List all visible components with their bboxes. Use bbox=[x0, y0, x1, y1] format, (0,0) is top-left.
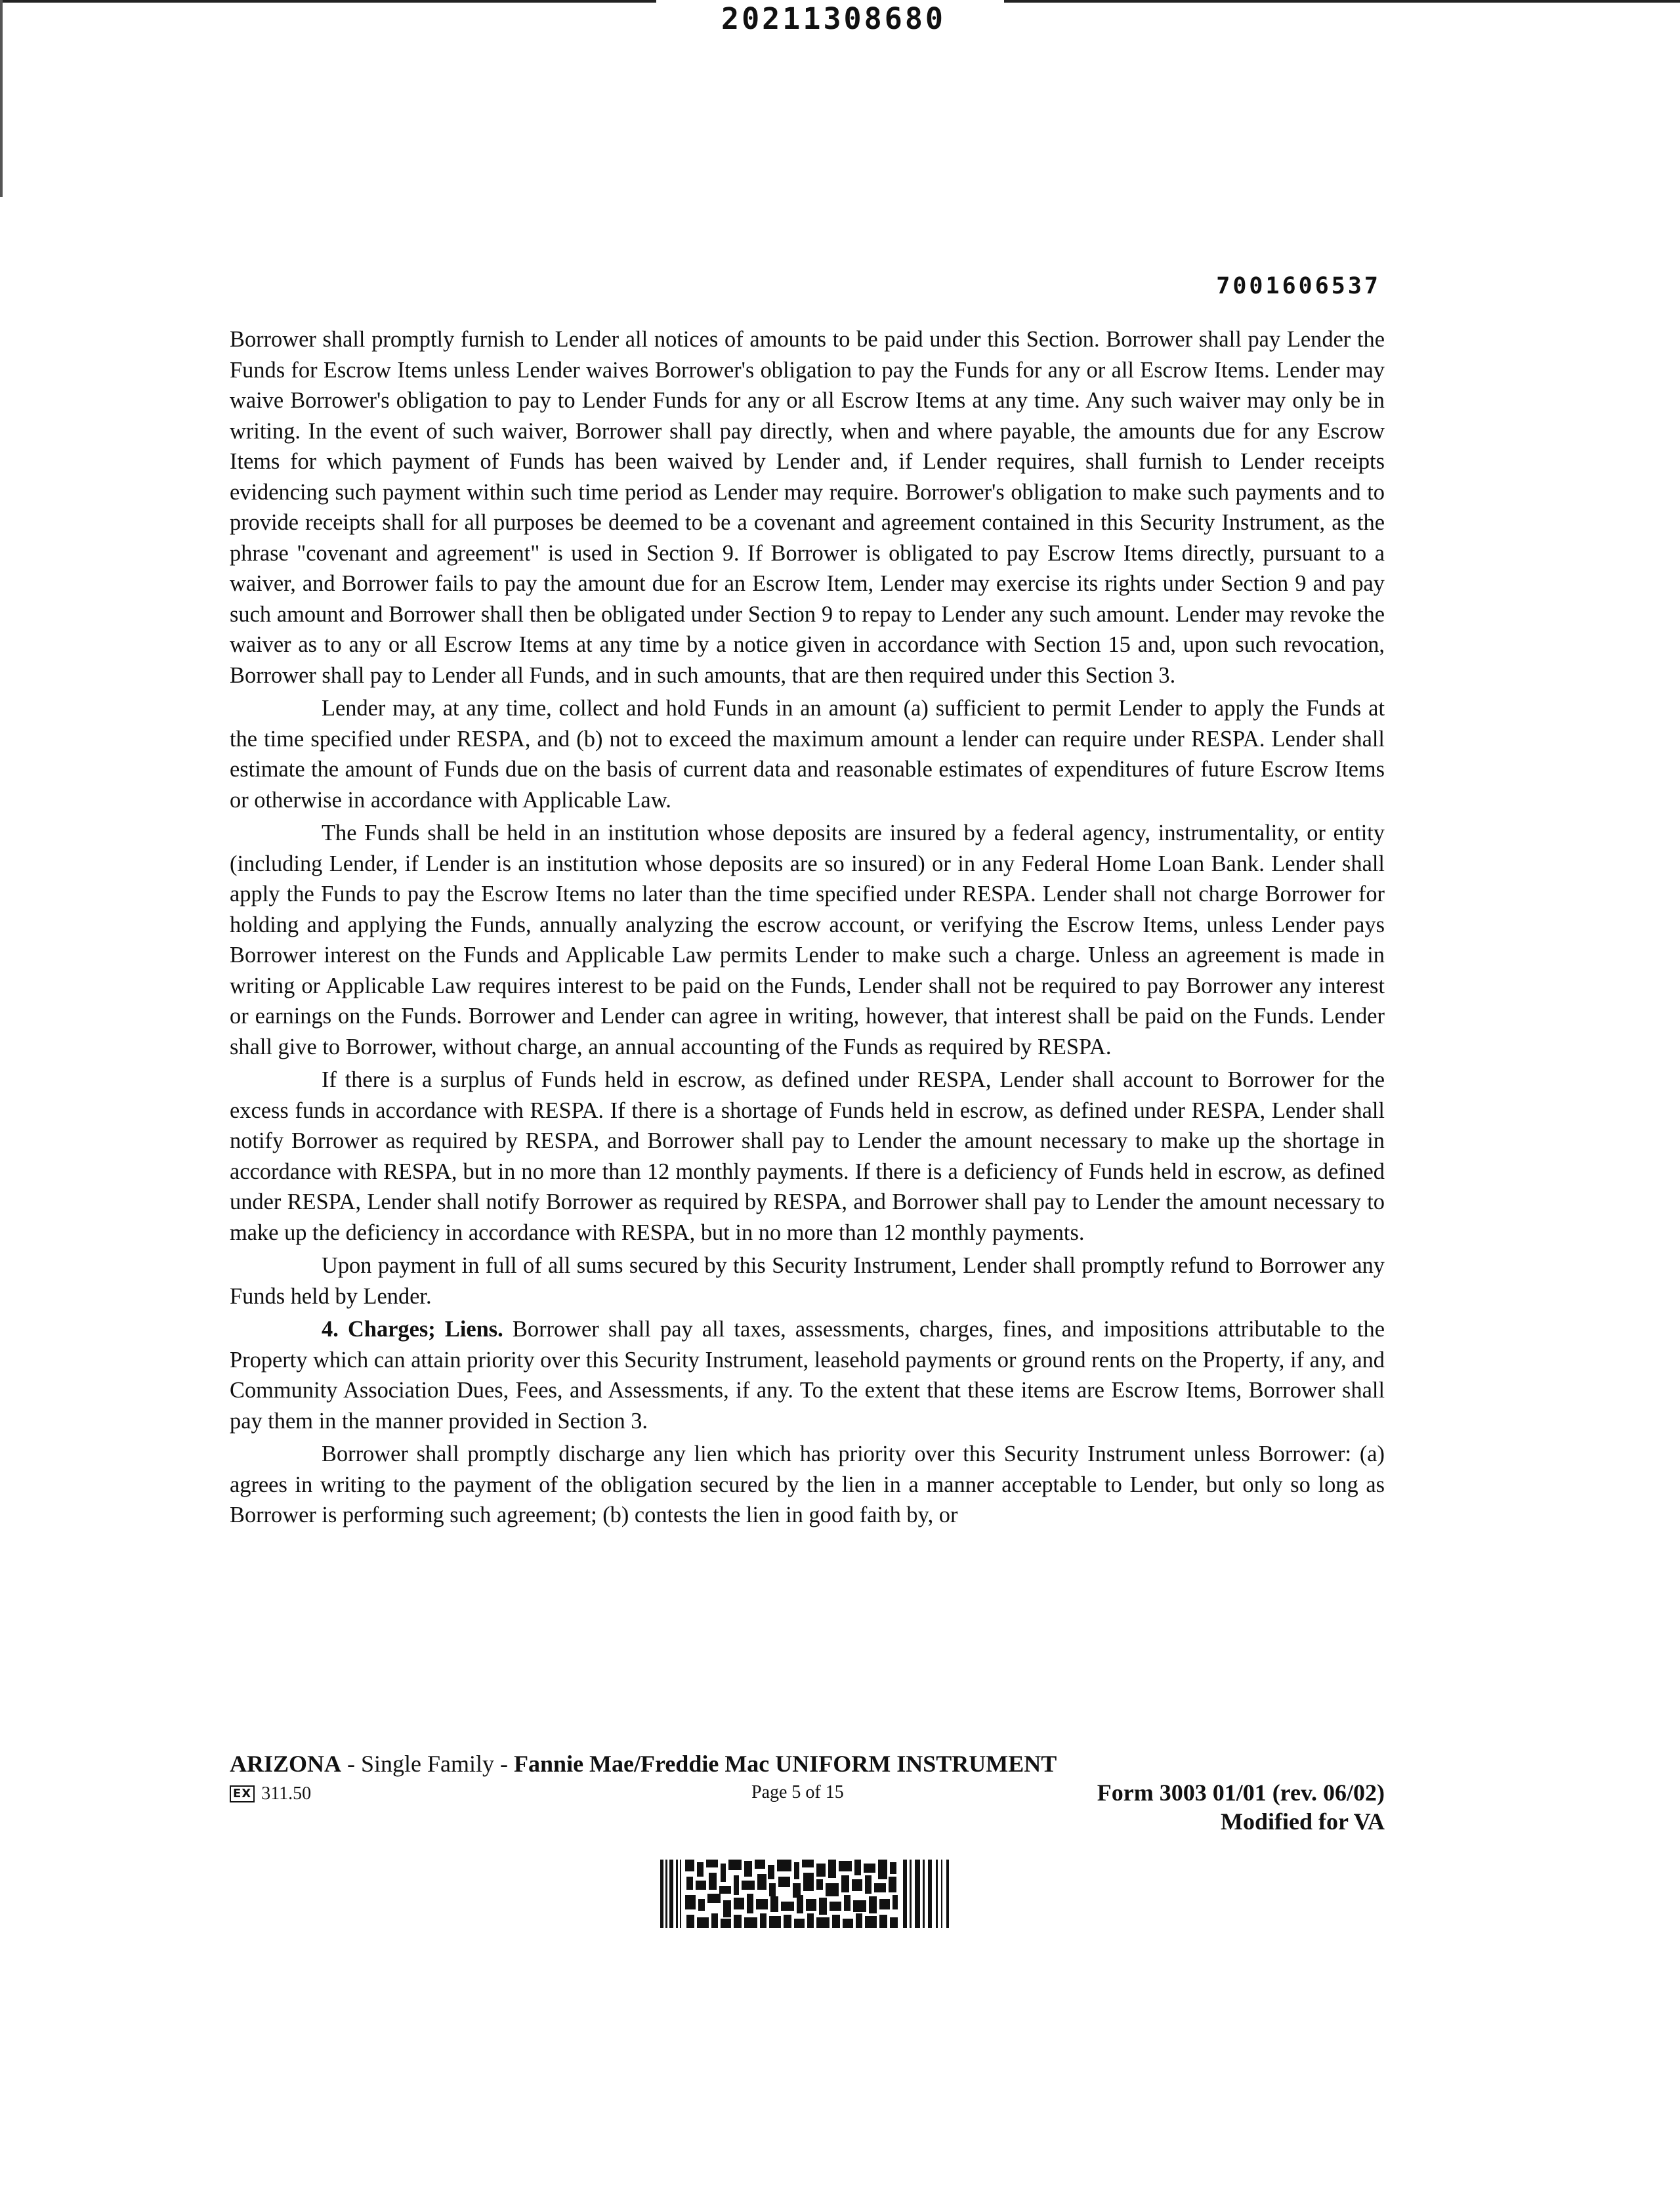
form-modified: Modified for VA bbox=[1220, 1808, 1385, 1835]
document-body bbox=[230, 324, 1385, 1533]
footer-separator: - bbox=[341, 1751, 362, 1777]
loan-number: 7001606537 bbox=[1216, 273, 1381, 299]
footer-separator: - bbox=[494, 1751, 514, 1777]
header-rule-right bbox=[1004, 0, 1680, 3]
footer-instrument: Fannie Mae/Freddie Mac UNIFORM INSTRUMENT bbox=[514, 1751, 1057, 1777]
barcode-data-pattern bbox=[685, 1860, 898, 1928]
footer-meta-row bbox=[230, 1778, 1385, 1835]
form-number-block bbox=[1097, 1778, 1385, 1836]
form-code: 311.50 bbox=[261, 1783, 312, 1804]
barcode bbox=[660, 1860, 951, 1928]
header-rule-left bbox=[0, 0, 656, 3]
form-number: Form 3003 01/01 (rev. 06/02) bbox=[1097, 1779, 1385, 1806]
ex-logo bbox=[230, 1783, 311, 1804]
paragraph-charges-liens bbox=[230, 1314, 1385, 1436]
footer-title bbox=[230, 1749, 1385, 1778]
scan-edge bbox=[0, 0, 3, 197]
footer-state: ARIZONA bbox=[230, 1751, 342, 1777]
document-footer bbox=[230, 1749, 1385, 1835]
paragraph: The Funds shall be held in an institution whose deposits are insured by a federal agency, instrumentality, or entity (including Lender, if Lender is an institution whose deposits are so insured) or in any Federal Home Loan Bank. Lender shall apply the Funds to pay the Escrow Items no later than the time specified under RESPA. Lender shall not charge Borrower for holding and applying the Funds, annually analyzing the escrow account, or verifying the Escrow Items, unless Lender pays Borrower interest on the Funds and Applicable Law permits Lender to make such a charge. Unless an agreement is made in writing or Applicable Law requires interest to be paid on the Funds, Lender shall not be required to pay Borrower any interest or earnings on the Funds. Borrower and Lender can agree in writing, however, that interest shall be paid on the Funds. Lender shall give to Borrower, without charge, an annual accounting of the Funds as required by RESPA. bbox=[230, 820, 1385, 1059]
footer-property-type: Single Family bbox=[361, 1751, 495, 1777]
section-heading: 4. Charges; Liens. bbox=[322, 1317, 503, 1342]
paragraph: Upon payment in full of all sums secured by this Security Instrument, Lender shall promptly refund to Borrower any Funds held by Lender. bbox=[230, 1253, 1385, 1309]
paragraph: If there is a surplus of Funds held in escrow, as defined under RESPA, Lender shall account to Borrower for the excess funds in accordance with RESPA. If there is a shortage of Funds held in escrow, as defined under RESPA, Lender shall notify Borrower as required by RESPA, and Borrower shall pay to Lender the amount necessary to make up the shortage in accordance with RESPA, but in no more than 12 monthly payments. If there is a deficiency of Funds held in escrow, as defined under RESPA, Lender shall notify Borrower as required by RESPA, and Borrower shall pay to Lender the amount necessary to make up the deficiency in accordance with RESPA, but in no more than 12 monthly payments. bbox=[230, 1067, 1385, 1245]
paragraph: Borrower shall promptly discharge any lien which has priority over this Security Instrument unless Borrower: (a) agrees in writing to the payment of the obligation secured by the lien in a manner acceptable to Lender, but only so long as Borrower is performing such agreement; (b) contests the lien in good faith by, or bbox=[230, 1441, 1385, 1527]
recording-number: 20211308680 bbox=[721, 1, 946, 36]
ex-logo-icon: EX bbox=[230, 1785, 255, 1802]
paragraph: Lender may, at any time, collect and hold Funds in an amount (a) sufficient to permit Lender to apply the Funds at the time specified under RESPA, and (b) not to exceed the maximum amount a lender can require under RESPA. Lender shall estimate the amount of Funds due on the basis of current data and reasonable estimates of expenditures of future Escrow Items or otherwise in accordance with Applicable Law. bbox=[230, 696, 1385, 813]
page-number: Page 5 of 15 bbox=[751, 1782, 844, 1802]
paragraph: Borrower shall promptly furnish to Lender all notices of amounts to be paid under this Section. Borrower shall pay Lender the Funds for Escrow Items unless Lender waives Borrower's obligation to pay the Funds for any or all Escrow Items. Lender may waive Borrower's obligation to pay to Lender Funds for any or all Escrow Items at any time. Any such waiver may only be in writing. In the event of such waiver, Borrower shall pay directly, when and where payable, the amounts due for any Escrow Items for which payment of Funds has been waived by Lender and, if Lender requires, shall furnish to Lender receipts evidencing such payment within such time period as Lender may require. Borrower's obligation to make such payments and to provide receipts shall for all purposes be deemed to be a covenant and agreement contained in this Security Instrument, as the phrase "covenant and agreement" is used in Section 9. If Borrower is obligated to pay Escrow Items directly, pursuant to a waiver, and Borrower fails to pay the amount due for an Escrow Item, Lender may exercise its rights under Section 9 and pay such amount and Borrower shall then be obligated under Section 9 to repay to Lender any such amount. Lender may revoke the waiver as to any or all Escrow Items at any time by a notice given in accordance with Section 15 and, upon such revocation, Borrower shall pay to Lender all Funds, and in such amounts, that are then required under this Section 3. bbox=[230, 327, 1385, 688]
barcode-right-guard bbox=[903, 1860, 949, 1928]
barcode-left-guard bbox=[660, 1860, 681, 1928]
paragraph-text: Borrower shall pay all taxes, assessments, charges, fines, and impositions attributable to the Property which can attain priority over this Security Instrument, leasehold payments or ground rents on the Property, if any, and Community Association Dues, Fees, and Assessments, if any. To the extent that these items are Escrow Items, Borrower shall pay them in the manner provided in Section 3. bbox=[230, 1317, 1385, 1434]
